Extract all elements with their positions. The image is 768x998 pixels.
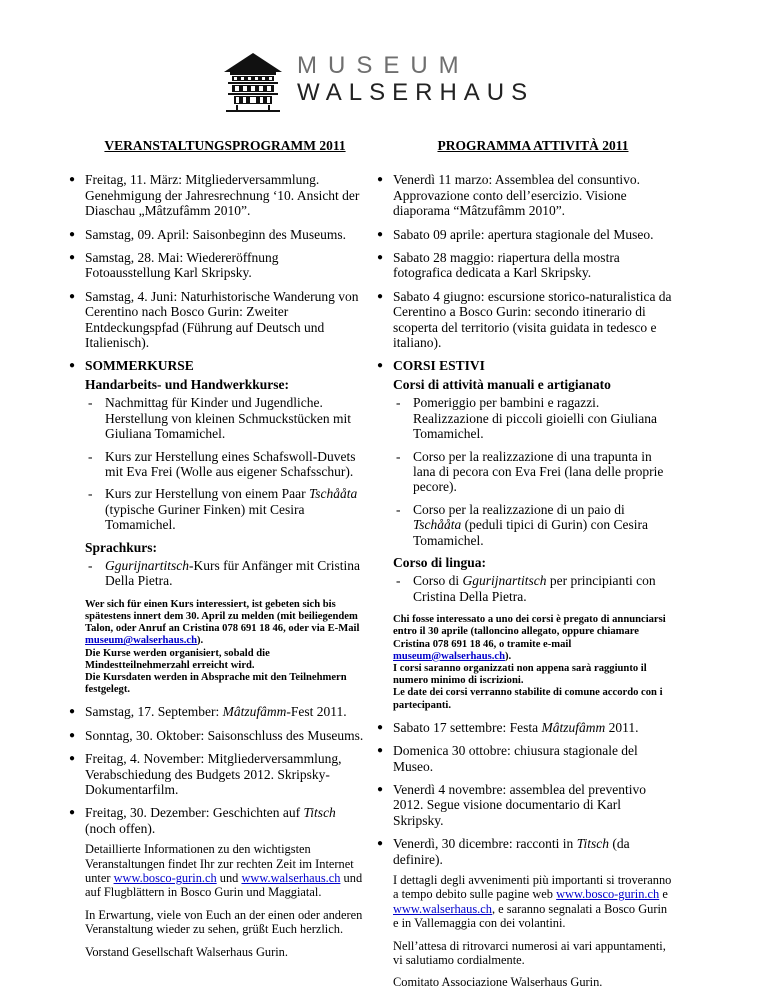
language-course-title: Sprachkurs: bbox=[85, 539, 158, 555]
walser-house-icon bbox=[222, 50, 284, 112]
bullet-icon: ● bbox=[377, 745, 384, 757]
email-link[interactable]: museum@walserhaus.ch bbox=[85, 635, 197, 647]
language-course-title: Corso di lingua: bbox=[393, 554, 487, 570]
bullet-icon: ● bbox=[377, 721, 384, 733]
list-item: ● Freitag, 4. November: Mitgliederversammlung, Verabschiedung des Budgets 2012. Skripsky-Dokumentarfilm. bbox=[69, 751, 342, 797]
german-column bbox=[69, 138, 365, 967]
german-event-list bbox=[69, 172, 365, 589]
course-item: - Corso di Ggurijnartitsch per principianti con Cristina Della Pietra. bbox=[396, 573, 656, 604]
course-item: - Corso per la realizzazione di una trapunta in lana di pecora con Eva Frei (lana delle proprie pecore). bbox=[396, 448, 664, 495]
italian-event-list bbox=[377, 172, 673, 604]
bullet-icon: ● bbox=[69, 729, 76, 741]
info-paragraph: I dettagli degli avvenimenti più importanti si troveranno a tempo debito sulle pagine web www.bosco-gurin.ch e www.walserhaus.ch, e saranno segnalati a Bosco Gurin e in Vallemaggia con dei volantini. bbox=[393, 873, 672, 931]
list-item: ● Venerdì, 30 dicembre: racconti in Titsch (da definire). bbox=[377, 836, 630, 867]
german-heading: VERANSTALTUNGSPROGRAMM 2011 bbox=[104, 138, 346, 153]
walserhaus-link[interactable]: www.walserhaus.ch bbox=[393, 901, 492, 916]
italian-event-list-2 bbox=[377, 719, 673, 867]
list-item: ● Venerdì 4 novembre: assemblea del preventivo 2012. Segue visione documentario di Karl Skripsky. bbox=[377, 782, 647, 828]
course-item: - Corso per la realizzazione di un paio di Tschååta (peduli tipici di Gurin) con Cesira Tomamichel. bbox=[396, 501, 648, 548]
list-item: ● Sabato 09 aprile: apertura stagionale del Museo. bbox=[377, 226, 654, 242]
summer-courses-item bbox=[377, 358, 673, 604]
list-item: ● Samstag, 17. September: Mâtzufâmm-Fest 2011. bbox=[69, 704, 347, 720]
list-item: ● Sabato 4 giugno: escursione storico-naturalistica da Cerentino a Bosco Gurin: secondo itinerario di scoperta del territorio (visita guidata in tedesco e italiano). bbox=[377, 288, 672, 351]
bullet-icon: ● bbox=[69, 252, 76, 264]
bullet-icon: ● bbox=[377, 838, 384, 850]
german-event-list-2 bbox=[69, 704, 365, 836]
signature: Vorstand Gesellschaft Walserhaus Gurin. bbox=[85, 944, 288, 959]
list-item: ● Samstag, 09. April: Saisonbeginn des Museums. bbox=[69, 226, 346, 242]
list-item: ● Sabato 28 maggio: riapertura della mostra fotografica dedicata a Karl Skripsky. bbox=[377, 250, 620, 281]
bullet-icon: ● bbox=[69, 753, 76, 765]
summer-courses-item bbox=[69, 358, 365, 589]
list-item: ● Domenica 30 ottobre: chiusura stagionale del Museo. bbox=[377, 743, 638, 774]
greeting-paragraph: Nell’attesa di ritrovarci numerosi ai vari appuntamenti, vi salutiamo cordialmente. bbox=[393, 938, 666, 968]
list-item: ● Venerdì 11 marzo: Assemblea del consuntivo. Approvazione conto dell’esercizio. Visione diaporama “Mâtzufâmm 2010”. bbox=[377, 172, 640, 219]
bullet-icon: ● bbox=[69, 706, 76, 718]
course-item: - Nachmittag für Kinder und Jugendliche. Herstellung von kleinen Schmuckstücken mit Giuliana Tomamichel. bbox=[88, 395, 351, 442]
bullet-icon: ● bbox=[377, 252, 384, 264]
list-item: ● Sabato 17 settembre: Festa Mâtzufâmm 2011. bbox=[377, 719, 639, 735]
bullet-icon: ● bbox=[69, 174, 76, 186]
list-item: ● Sonntag, 30. Oktober: Saisonschluss des Museums. bbox=[69, 727, 364, 743]
bosco-gurin-link[interactable]: www.bosco-gurin.ch bbox=[113, 871, 217, 886]
craft-courses-title: Handarbeits- und Handwerkkurse: bbox=[85, 376, 290, 392]
registration-notice: Chi fosse interessato a uno dei corsi è pregato di annunciarsi entro il 30 aprile (talloncino allegato, oppure chiamare Cristina 078 691 18 46, o tramite e-mail museum@walserhaus.ch). I corsi saranno organizzati non appena sarà raggiunto il numero minimo di iscrizioni. Le date dei corsi verranno stabilite di comune accordo con i partecipanti. bbox=[393, 614, 666, 711]
list-item: ● Freitag, 11. März: Mitgliederversammlung. Genehmigung der Jahresrechnung ‘10. Ansicht der Diaschau „Mâtzufâmm 2010”. bbox=[69, 172, 360, 219]
logo-walserhaus-text: WALSERHAUS bbox=[297, 79, 535, 106]
info-paragraph: Detaillierte Informationen zu den wichtigsten Veranstaltungen findet Ihr zur rechten Zeit im Internet unter www.bosco-gurin.ch und www.walserhaus.ch und auf Flugblättern in Bosco Gurin und Maggiatal. bbox=[85, 842, 363, 900]
walserhaus-link[interactable]: www.walserhaus.ch bbox=[241, 871, 341, 886]
email-link[interactable]: museum@walserhaus.ch bbox=[393, 650, 505, 662]
summer-courses-title: CORSI ESTIVI bbox=[393, 358, 485, 374]
bullet-icon: ● bbox=[69, 360, 76, 372]
list-item: ● Samstag, 4. Juni: Naturhistorische Wanderung von Cerentino nach Bosco Gurin: Zweiter Entdeckungspfad (Führung auf Deutsch und Italienisch). bbox=[69, 288, 359, 351]
logo-museum-text: MUSEUM bbox=[297, 52, 470, 79]
summer-courses-title: SOMMERKURSE bbox=[85, 358, 194, 374]
italian-heading: PROGRAMMA ATTIVITÀ 2011 bbox=[437, 138, 629, 153]
bullet-icon: ● bbox=[377, 290, 384, 302]
course-item: - Pomeriggio per bambini e ragazzi. Realizzazione di piccoli gioielli con Giuliana Tomamichel. bbox=[396, 395, 658, 442]
course-item: - Ggurijnartitsch-Kurs für Anfänger mit Cristina Della Pietra. bbox=[88, 557, 360, 589]
registration-notice: Wer sich für einen Kurs interessiert, ist gebeten sich bis spätestens innert dem 30. April zu melden (mit beiliegendem Talon, oder Anruf an Cristina 078 691 18 46, oder via E-Mail museum@walserhaus.ch). Die Kurse werden organisiert, sobald die Mindestteilnehmerzahl erreicht wird. Die Kursdaten werden in Absprache mit den Teilnehmern festgelegt. bbox=[85, 598, 360, 696]
course-item: - Kurs zur Herstellung von einem Paar Tschååta (typische Guriner Finken) mit Cesira Tomamichel. bbox=[88, 486, 358, 533]
bullet-icon: ● bbox=[69, 228, 76, 240]
bullet-icon: ● bbox=[69, 807, 76, 819]
bullet-icon: ● bbox=[377, 228, 384, 240]
greeting-paragraph: In Erwartung, viele von Euch an der einen oder anderen Veranstaltung wieder zu sehen, grüßt Euch herzlich. bbox=[85, 907, 363, 937]
museum-logo bbox=[222, 50, 562, 114]
italian-column bbox=[377, 138, 673, 998]
bullet-icon: ● bbox=[69, 290, 76, 302]
bullet-icon: ● bbox=[377, 174, 384, 186]
list-item: ● Freitag, 30. Dezember: Geschichten auf Titsch (noch offen). bbox=[69, 805, 336, 836]
craft-courses-title: Corsi di attività manuali e artigianato bbox=[393, 376, 611, 392]
list-item: ● Samstag, 28. Mai: Wiedereröffnung Fotoausstellung Karl Skripsky. bbox=[69, 250, 279, 281]
bullet-icon: ● bbox=[377, 360, 384, 372]
signature: Comitato Associazione Walserhaus Gurin. bbox=[393, 975, 603, 990]
bosco-gurin-link[interactable]: www.bosco-gurin.ch bbox=[556, 887, 660, 902]
course-item: - Kurs zur Herstellung eines Schafswoll-Duvets mit Eva Frei (Wolle aus eigener Schafsschur). bbox=[88, 448, 356, 479]
bullet-icon: ● bbox=[377, 784, 384, 795]
